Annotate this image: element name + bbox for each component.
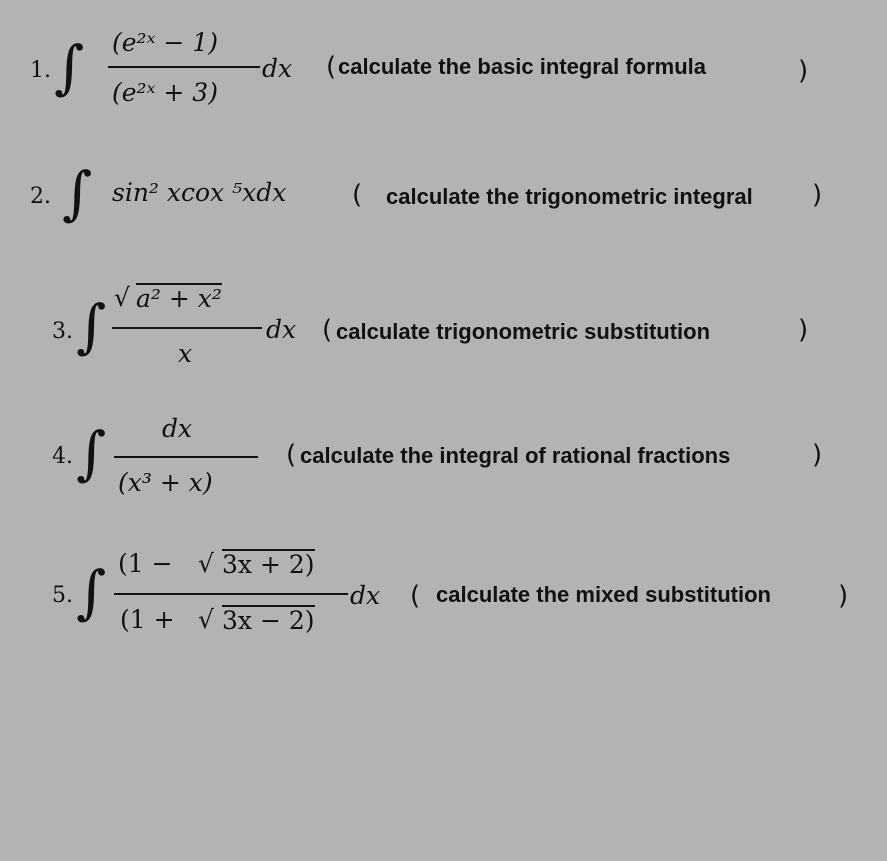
denominator-radicand: 3x − 2) [222, 606, 315, 635]
instruction: calculate the mixed substitution [436, 582, 771, 607]
problem-5 [0, 535, 887, 655]
fraction-bar [114, 456, 258, 458]
integral-sign: ∫ [62, 159, 93, 227]
problem-1 [0, 0, 887, 120]
numerator-left: (1 − [118, 549, 173, 578]
instruction: calculate the integral of rational fractions [300, 443, 731, 468]
problem-number: 3. [52, 319, 73, 344]
instruction: calculate trigonometric substitution [336, 319, 711, 344]
sqrt-sign: √ [114, 283, 130, 312]
close-paren: ) [812, 180, 823, 210]
problem-2 [0, 140, 887, 260]
numerator: a² + x² [136, 284, 222, 313]
instruction: calculate the basic integral formula [338, 54, 707, 79]
denominator: (e²ˣ + 3) [112, 78, 218, 107]
differential: dx [350, 581, 381, 610]
open-paren: ( [286, 440, 297, 470]
denominator-left: (1 + [120, 605, 175, 634]
sqrt-sign: √ [198, 605, 214, 634]
fraction-bar [114, 593, 348, 595]
differential: dx [262, 54, 293, 83]
problem-number: 1. [30, 58, 51, 83]
close-paren: ) [798, 56, 809, 86]
problem-number: 2. [30, 184, 51, 209]
numerator-radicand: 3x + 2) [222, 550, 315, 579]
fraction-bar [112, 327, 262, 329]
close-paren: ) [812, 440, 823, 470]
differential: dx [266, 315, 297, 344]
integral-sign: ∫ [76, 292, 107, 360]
open-paren: ( [326, 52, 337, 82]
problem-4 [0, 400, 887, 520]
integral-sign: ∫ [76, 558, 107, 626]
problem-3 [0, 265, 887, 385]
numerator: (e²ˣ − 1) [112, 28, 218, 57]
integral-sign: ∫ [54, 33, 85, 101]
open-paren: ( [322, 315, 333, 345]
problem-number: 4. [52, 444, 73, 469]
open-paren: ( [410, 581, 421, 611]
denominator: (x³ + x) [118, 468, 213, 497]
instruction: calculate the trigonometric integral [386, 184, 753, 209]
numerator: dx [162, 414, 193, 443]
close-paren: ) [838, 581, 849, 611]
fraction-bar [108, 66, 260, 68]
denominator: x [178, 339, 193, 368]
problem-number: 5. [52, 583, 73, 608]
close-paren: ) [798, 315, 809, 345]
open-paren: ( [352, 180, 363, 210]
integrand: sin² xcox ⁵xdx [112, 178, 287, 207]
sqrt-sign: √ [198, 549, 214, 578]
integral-sign: ∫ [76, 419, 107, 487]
